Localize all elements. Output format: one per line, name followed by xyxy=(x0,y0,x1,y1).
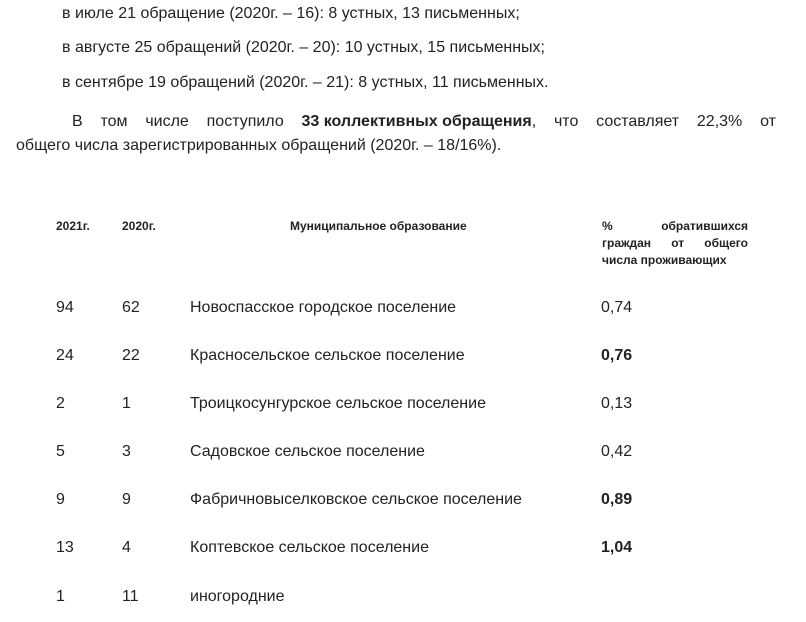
word: том xyxy=(100,113,128,130)
cell-2021: 24 xyxy=(56,347,74,364)
table-row xyxy=(0,344,806,368)
paragraph-first-line xyxy=(16,110,776,134)
cell-percent: 0,76 xyxy=(601,347,633,364)
cell-2021: 94 xyxy=(56,299,74,316)
text-line-september: в сентябре 19 обращений (2020г. – 21): 8 устных, 11 письменных. xyxy=(62,74,549,91)
cell-2021: 13 xyxy=(56,539,74,556)
word: поступило xyxy=(206,113,284,130)
header-2020: 2020г. xyxy=(122,219,156,233)
collective-appeals-paragraph xyxy=(16,110,776,158)
cell-2021: 5 xyxy=(56,443,65,460)
header-word: от xyxy=(671,236,685,250)
header-word: обратившихся xyxy=(661,219,748,233)
cell-municipality: Новоспасское городское поселение xyxy=(190,299,457,316)
header-2021: 2021г. xyxy=(56,219,90,233)
text-line-august: в августе 25 обращений (2020г. – 20): 10 устных, 15 письменных; xyxy=(62,39,545,56)
table-row xyxy=(0,488,806,512)
cell-percent: 0,74 xyxy=(601,299,633,316)
word: В xyxy=(72,113,83,130)
header-municipality: Муниципальное образование xyxy=(290,219,467,233)
table-row xyxy=(0,536,806,560)
word: что xyxy=(553,113,579,130)
cell-2020: 9 xyxy=(122,491,131,508)
text-line-july: в июле 21 обращение (2020г. – 16): 8 устных, 13 письменных; xyxy=(62,5,520,22)
cell-2020: 4 xyxy=(122,539,131,556)
table-row xyxy=(0,296,806,320)
cell-municipality: иногородние xyxy=(190,588,285,605)
header-percent-line-2 xyxy=(602,235,748,252)
bold-phrase xyxy=(302,110,537,134)
header-percent xyxy=(602,218,748,269)
cell-percent: 0,89 xyxy=(601,491,633,508)
cell-percent: 1,04 xyxy=(601,539,633,556)
word: от xyxy=(760,113,776,130)
header-percent-line-1 xyxy=(602,218,748,235)
header-word: общего xyxy=(704,236,748,250)
cell-municipality: Троицкосунгурское сельское поселение xyxy=(190,395,486,412)
cell-2020: 22 xyxy=(122,347,140,364)
paragraph-second-line: общего числа зарегистрированных обращений (2020г. – 18/16%). xyxy=(16,137,502,154)
header-word: % xyxy=(602,219,613,233)
header-percent-line-3: числа проживающих xyxy=(602,253,727,267)
cell-2021: 1 xyxy=(56,588,65,605)
cell-2020: 11 xyxy=(122,588,139,605)
table-row xyxy=(0,585,806,609)
cell-municipality: Садовское сельское поселение xyxy=(190,443,425,460)
cell-2021: 9 xyxy=(56,491,65,508)
cell-2020: 3 xyxy=(122,443,131,460)
cell-municipality: Красносельское сельское поселение xyxy=(190,347,465,364)
cell-municipality: Фабричновыселковское сельское поселение xyxy=(190,491,522,508)
word: составляет xyxy=(596,113,680,130)
cell-municipality: Коптевское сельское поселение xyxy=(190,539,429,556)
cell-percent: 0,42 xyxy=(601,443,633,460)
cell-2021: 2 xyxy=(56,395,65,412)
word: 22,3% xyxy=(696,113,743,130)
word: числе xyxy=(145,113,189,130)
cell-2020: 62 xyxy=(122,299,140,316)
cell-percent: 0,13 xyxy=(601,395,633,412)
table-row xyxy=(0,440,806,464)
cell-2020: 1 xyxy=(122,395,131,412)
table-row xyxy=(0,392,806,416)
collective-count: 33 коллективных обращения xyxy=(301,113,532,130)
header-word: граждан xyxy=(602,236,652,250)
comma: , xyxy=(531,113,537,130)
